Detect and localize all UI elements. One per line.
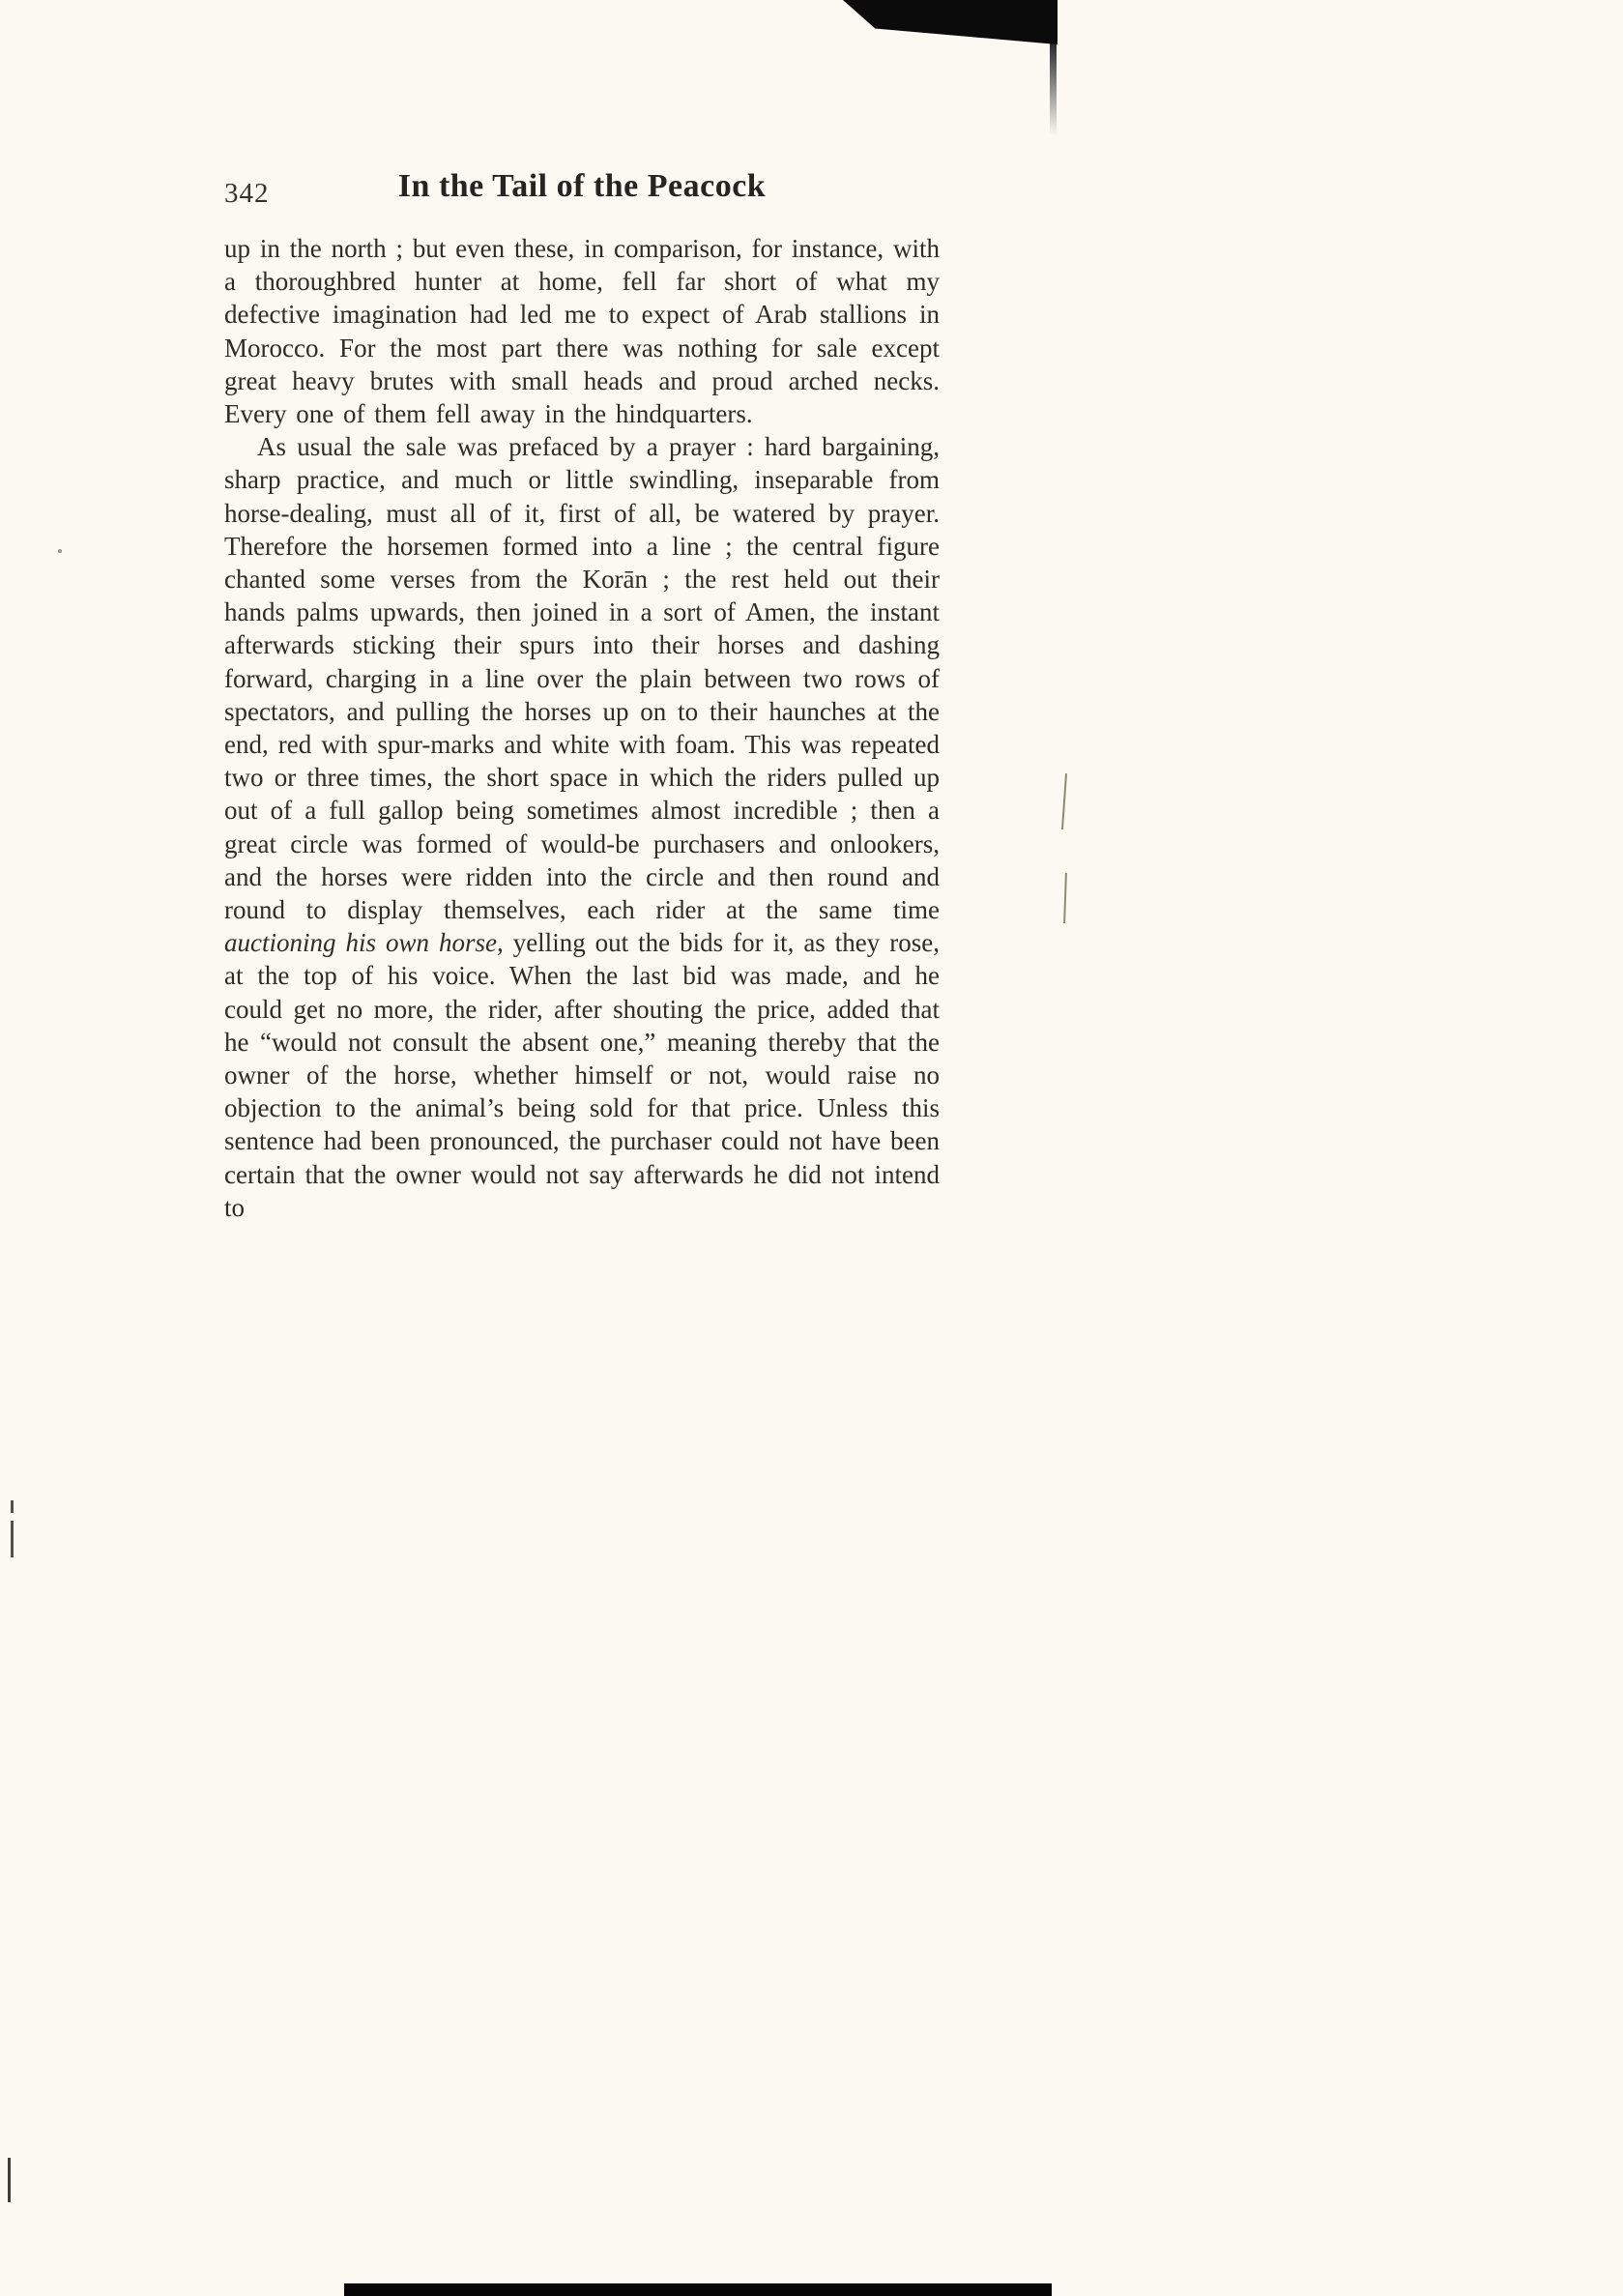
- italic-text-run: auctioning his own horse,: [224, 928, 504, 958]
- page-number: 342: [224, 178, 270, 209]
- paragraph: [224, 232, 940, 430]
- scan-artifact-top-right-wedge: [843, 0, 1058, 44]
- scan-artifact-bottom-bar: [344, 2283, 1052, 2296]
- text-run: yelling out the bids for it, as they rose, at the top of his voice. When the last bid was made, and he could get no more, the rider, after shouting the price, added that he “would not consult the absent one,” meaning thereby that the owner of the horse, whether himself or not, would raise no objection to the animal’s being sold for that price. Unless this sentence had been pronounced, the purchaser could not have been certain that the owner would not say afterwards he did not intend to: [224, 928, 940, 1222]
- text-run: up in the north ; but even these, in comparison, for instance, with a thoroughbred hunter at home, fell far short of what my defective imagination had led me to expect of Arab stallions in Morocco. For the most part there was nothing for sale except great heavy brutes with small heads and proud arched necks. Every one of them fell away in the hindquarters.: [224, 234, 940, 429]
- scan-artifact-left-mark-lower: [8, 2158, 11, 2202]
- scan-artifact-margin-mark-1: [1061, 773, 1067, 829]
- scan-artifact-right-edge-strip: [1050, 29, 1057, 135]
- page-title: In the Tail of the Peacock: [397, 168, 767, 204]
- scan-artifact-left-mark-dot: [11, 1500, 14, 1513]
- text-run: As usual the sale was prefaced by a prayer : hard bargaining, sharp practice, and much or little swindling, inseparable from horse-dealing, must all of it, first of all, be watered by prayer. Therefore the horsemen formed into a line ; the central figure chanted some verses from the Korān ; the rest held out their hands palms upwards, then joined in a sort of Amen, the instant afterwards sticking their spurs into their horses and dashing forward, charging in a line over the plain between two rows of spectators, and pulling the horses up on to their haunches at the end, red with spur-marks and white with foam. This was repeated two or three times, the short space in which the riders pulled up out of a full gallop being sometimes almost incredible ; then a great circle was formed of would-be purchasers and onlookers, and the horses were ridden into the circle and then round and round to display themselves, each rider at the same time: [224, 432, 940, 925]
- page-content: [224, 168, 940, 1224]
- scan-artifact-left-mark-stem: [11, 1521, 14, 1557]
- scan-artifact-stray-dot: [58, 549, 62, 553]
- paragraph: [224, 430, 940, 1224]
- scan-artifact-margin-mark-2: [1063, 873, 1067, 923]
- page-body: [224, 232, 940, 1224]
- page-header: [224, 168, 940, 220]
